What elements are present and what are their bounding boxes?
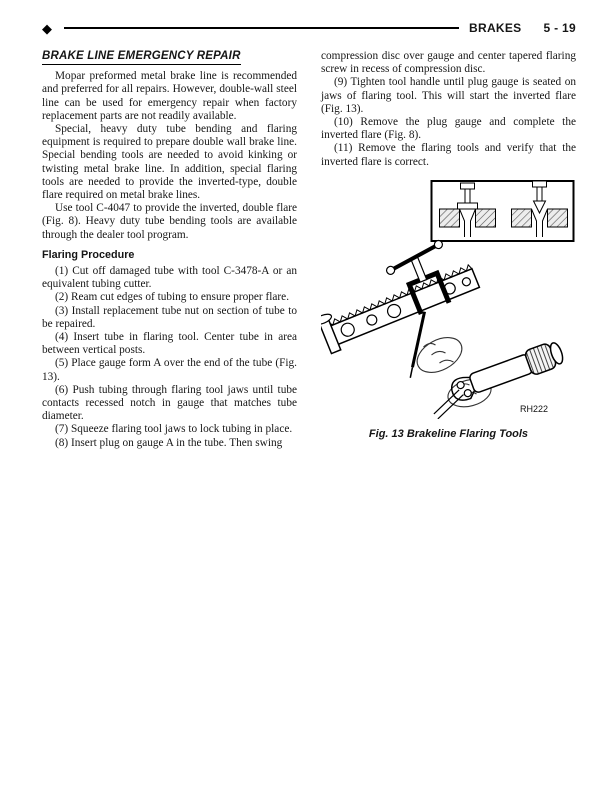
procedure-step: (6) Push tubing through flaring tool jaws until tube contacts recessed notch in gauge that matches tube diameter. <box>42 383 297 423</box>
header-rule <box>64 27 459 30</box>
page-number: 5 - 19 <box>543 21 576 35</box>
section-heading: BRAKE LINE EMERGENCY REPAIR <box>42 50 241 65</box>
procedure-step: (9) Tighten tool handle until plug gauge is seated on jaws of flaring tool. This will start the inverted flare (Fig. 13). <box>321 76 576 115</box>
body-paragraph: Use tool C-4047 to provide the inverted, double flare (Fig. 8). Heavy duty tube bending tools are available through the dealer tool program. <box>42 202 297 241</box>
right-column <box>321 50 576 450</box>
procedure-step: (2) Ream cut edges of tubing to ensure proper flare. <box>55 291 290 304</box>
procedure-step: (11) Remove the flaring tools and verify that the inverted flare is correct. <box>321 142 576 168</box>
figure-13 <box>321 179 576 441</box>
figure-inset-cross-sections <box>432 181 574 241</box>
procedure-step: (5) Place gauge form A over the end of the tube (Fig. 13). <box>42 357 297 383</box>
continuation-paragraph: compression disc over gauge and center tapered flaring screw in recess of compression disc. <box>321 50 576 76</box>
figure-reference-code: RH222 <box>519 403 548 414</box>
procedure-step: (1) Cut off damaged tube with tool C-3478-A or an equivalent tubing cutter. <box>42 265 297 291</box>
flaring-tools-illustration <box>321 179 576 419</box>
diamond-icon: ◆ <box>42 20 52 36</box>
body-paragraph: Mopar preformed metal brake line is recommended and preferred for all repairs. However, double-wall steel line can be used for emergency repair when factory replacement parts are not readily available. <box>42 70 297 122</box>
procedure-step: (4) Insert tube in flaring tool. Center tube in area between vertical posts. <box>42 331 297 357</box>
procedure-step: (3) Install replacement tube nut on section of tube to be repaired. <box>42 304 297 330</box>
two-column-body <box>42 50 576 450</box>
left-column <box>42 50 297 450</box>
procedure-step: (10) Remove the plug gauge and complete the inverted flare (Fig. 8). <box>321 116 576 142</box>
procedure-step: (8) Insert plug on gauge A in the tube. Then swing <box>55 436 283 449</box>
page-header <box>42 20 576 36</box>
chapter-title: BRAKES <box>469 21 522 35</box>
procedure-subheading: Flaring Procedure <box>42 248 135 261</box>
procedure-step: (7) Squeeze flaring tool jaws to lock tubing in place. <box>55 423 293 436</box>
body-paragraph: Special, heavy duty tube bending and flaring equipment is required to prepare double wall brake line. Special bending tools are needed to avoid kinking or twisting metal brake line. In addition, special flaring tools are needed to provide the inverted-type, double flare required on metal brake lines. <box>42 123 297 202</box>
figure-caption: Fig. 13 Brakeline Flaring Tools <box>368 428 529 441</box>
